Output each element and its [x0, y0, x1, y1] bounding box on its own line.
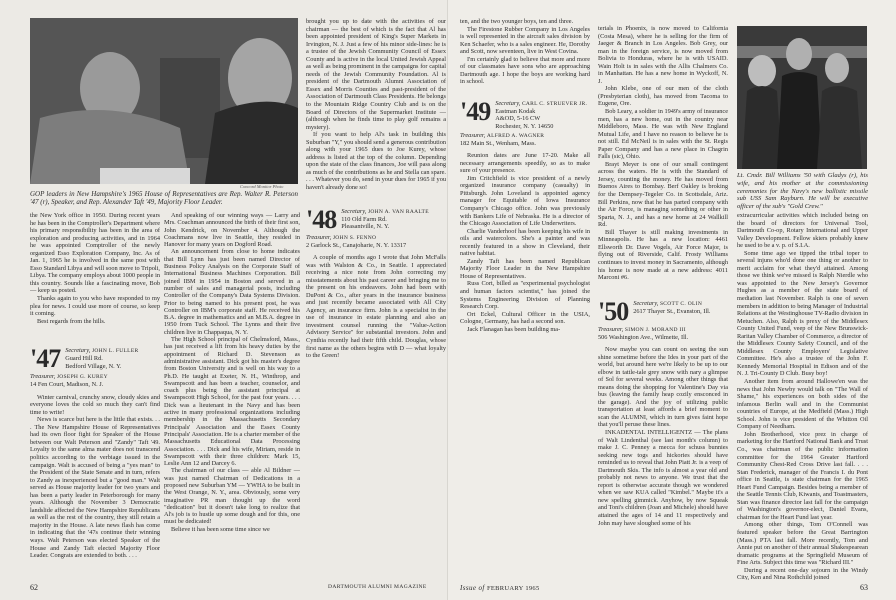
paragraph: Reunion dates are June 17-20. Make all necessary arrangements speedily, so as to make sure of your presence.	[460, 152, 590, 175]
secretary-address: Pleasantville, N. Y.	[341, 222, 390, 230]
class-47-header	[30, 344, 160, 374]
right-column-3	[737, 212, 868, 580]
secretary-address: Rochester, N. Y. 14650	[495, 122, 554, 130]
treasurer-name: ALFRED A. WAGNER	[486, 132, 545, 139]
secretary-label: Secretary,	[495, 99, 521, 107]
paragraph: Winter carnival, crunchy snow, cloudy skies and everyone loves the cold so much they can't find time to write!	[30, 393, 160, 416]
secretary-label: Secretary,	[341, 207, 367, 215]
secretary-name: CARL C. STRUEVER JR.	[521, 100, 588, 107]
secretary-address: Bedford Village, N. Y.	[65, 362, 122, 370]
paragraph: Zandy Taft has been named Republican Majority Floor Leader in the New Hampshire House of Representatives.	[460, 257, 590, 280]
paragraph: An announcement from close to home indicates that Bill Lynn has just been named Director of Business Policy Analysis on the Corporate Staff of International Business Machines Corporation. Bill joined IBM in 1954 in Boston and served in a number of sales and managerial posts, including Controller of the Company's Data Systems Division. Prior to being named to his present post, he was Controller on IBM's corporate staff. He received his B.A. degree in mathematics and an M.B.A. degree in 1950 from Tuck School. The Lynns and their five children live in Chappaqua, N. Y.	[164, 248, 300, 336]
class-year: '48	[306, 204, 337, 234]
paragraph: During a recent one-day sojourn in the Windy City, Ken and Nina Rothchild joined	[737, 566, 868, 580]
secretary-label: Secretary,	[65, 347, 91, 355]
secretary-name: JOHN A. VAN RAALTE	[367, 208, 429, 215]
treasurer-name: JOHN S. FENNO	[332, 234, 377, 241]
footer-magazine-title: DARTMOUTH ALUMNI MAGAZINE	[328, 584, 427, 590]
paragraph: And speaking of our winning ways — Larry and Mrs. Coachman announced the birth of their first son, John Kendrick, on November 4. Although the Coachmans now live in Seattle, they resided in Hanover for many years on Dogford Road.	[164, 212, 300, 249]
treasurer-label: Treasurer,	[598, 325, 624, 333]
paragraph: Bill Thayer is still making investments in Minneapolis. He has a new location: 4461 Ellsworth Dr. Dave Vogels, Air Force Major, is flying out of Riverside, Calif. Frosty Williams continues to invest money in Sacramento, although his home is now made at a new address: 4011 Marconi #6.	[598, 228, 728, 282]
secretary-address: Eastman Kodak	[495, 108, 536, 116]
paragraph: If you want to help Al's task in building this Suburban "Y," you should send a generous contribution along with your 1965 dues to Joe Kurey, whose address is listed at the top of the column. Depending upon the state of the class finances, Joe will pass along as much of the contributions as he and Stella can spare. . . . Whatever you do, send in your dues for 1965 if you haven't already done so!	[306, 131, 446, 192]
paragraph: John Brotherhood, vice prez in charge of marketing for the Hartford National Bank and Trust Co., was chairman of the public information committee for the 1964 Greater Hartford Community Chest-Red Cross Drive last fall. . . . Stan Frederick, manager of the Francis I. du Pont office in Seattle, is state chairman for the 1965 Heart Fund Campaign. Besides being a member of the Seattle Tennis Club, Kiwanis, and Toastmasters, Stan was finance director last fall for the campaign of Washington's governor-elect, Daniel Evans, chairman for the Heart Fund last year.	[737, 430, 868, 521]
right-column-2	[598, 25, 728, 580]
paragraph: The High School principal of Chelmsford, Mass., has just received a lift from his heavy duties by the appointment of Richard D. Stevenson as administrative assistant. Dick got his master's degree from Boston University and is well on his way to a Ph.D. He taught at Exeter, N. H., Winthrop, and Swampscott and has been a teacher, counselor, and coach plus being the assistant principal at Swampscott High School, for the past four years. . . . Dick was a lieutenant in the Navy and has been active in many professional organizations including membership in the Massachusetts Secondary Principals' Association and the Essex County Principals' Association. He is a charter member of the Massachusetts Educational Data Processing Association. . . . Dick and his wife, Miriam, reside in Swampscott with their three children: Mark 15, Leslie Ann 12 and Darcey 6.	[164, 336, 300, 468]
paragraph: Best regards from the hills.	[37, 317, 106, 325]
paragraph: A couple of months ago I wrote that John McFalls was with Walston & Co., in Seattle. I appreciated receiving a nice note from John correcting my misstatements about his past career and bringing me to the present on his endeavors. John had been with DuPont & Co., after years in the insurance business and just recently became associated with All City Agency, an insurance firm. John is a specialist in the use of insurance in estate planning and also an investment counsel running the "Value-Action Advisory Service" for substantial investors. John and Cynthia recently had their fifth child. Douglas, whose first name as the others begins with D — what loyalty to the Green!	[306, 253, 446, 360]
paragraph: the New York office in 1950. During recent years he has been in the Comptroller's Department where his primary responsibility has been in the area of exploration and producing activities, and in 1964 he was appointed Comptroller of the newly organized Esso Exploration Company, Inc. As of Jan. 1, 1965 he is involved in the same post with Esso Standard Libya and will soon move to Tripoli, Libya. The company employs about 1000 people in this country. Sounds like a fascinating move, Bob — keep us posted.	[30, 212, 160, 295]
photo-three-people-image	[737, 26, 867, 169]
paragraph: The Firestone Rubber Company in Los Angeles is well represented in the aircraft sales division by Ken Schaefer, who is a sales engineer. He, Dorothy and Scott, now seventeen, live in West Covina.	[460, 25, 590, 56]
left-column-2	[164, 212, 300, 596]
treasurer-name: SIMON J. MORAND III	[624, 326, 686, 333]
paragraph: Jim Critchfield is vice president of a newly organized insurance company (casualty) in Pittsburgh. John Loveland is appointed agency manager for Equitable of Iowa Insurance Company's Chicago office. John was previously with Bankers Life of Nebraska. He is a director of the Chicago Association of Life Underwriters.	[460, 174, 590, 228]
photo-two-men-image	[30, 18, 298, 184]
paragraph: Believe it has been some time since we	[171, 525, 270, 533]
class-48-header	[306, 204, 446, 234]
paragraph: Now maybe you can count on seeing the sun shine sometime before the Ides in your part of the world, but around here we're likely to be up to our elbow in tattle-tale grey snow with nary a glimpse of Sol for several weeks. Among other things that means doing the shopping for Valentine's Day via bus (leaving the family heap cozily ensconced in the garage). And the joy of utilizing public transportation at least affords a brief moment to scan the ALUMNI, which in turn gives faint hope that you'll peruse these lines.	[598, 346, 728, 429]
photo-credit: Concord Monitor Photo	[240, 184, 284, 189]
treasurer	[460, 132, 590, 147]
footer-issue-date: FEBRUARY 1965	[486, 585, 540, 592]
treasurer-address: 14 Fen Court, Madison, N. J.	[30, 381, 104, 389]
paragraph: brought you up to date with the activities of our chairman — the best of which is the fact that Al has been appointed president of King's Super Markets in Irvington, N. J. Just a few of his minor side-lines: he is a trustee of the Jewish Community Council of Essex County and is active in the local United Jewish Appeal as well as being prominent in the campaigns for capital needs of the Jewish Community Foundation. Al is president of the Dartmouth Alumni Association of Essex and Morris Counties and past-president of the Association of Dartmouth Class Presidents. He belongs to the Mountain Ridge Country Club and is on the Board of Directors of the Supermarket Institute — (although when he finds time to play golf remains a mystery).	[306, 18, 446, 131]
paragraph: Brayt Meyer is one of our small contingent across the waters. He is with the Standard of Jersey, counting the money. He has moved from Buenos Aires to Bombay. Berf Oakley is broking for the Dempsey-Tegeler Co. in Scottsdale, Ariz. Bill Perkins, now that he has parted company with the Air Force, is managing something or other in Sparta, N. J., and has a new home at 24 Wallkill Rd.	[598, 160, 728, 229]
treasurer-label: Treasurer,	[30, 373, 56, 381]
page-number: 62	[30, 583, 38, 592]
secretary-label: Secretary,	[633, 299, 659, 307]
paragraph: ten, and the two younger boys, ten and three.	[460, 18, 574, 25]
treasurer	[30, 373, 160, 388]
class-49-header	[460, 96, 590, 130]
paragraph: INKADENTAL INTELLIGENTZ — The plans of Walt Lindenthal (see last month's column) to make J. C. Penney a mecca for schuss bunnies seeking new togs and hickories should have reminded us to reveal that John Piatt Jr. is a veep of Dartmouth Skis. The info is almost a year old and probably not news to anyone. We trust that the report is otherwise accurate though we wondered when we saw KUA called "Kimbel." Maybe it's a new spelling gimmick. Anyhow, by now Squeak and Toni's children (Joan and Michele) should have attained the ages of 14 and 11 respectively and John may have sloughed some of his	[598, 429, 728, 527]
paragraph: John Klebe, one of our men of the cloth (Presbyterian cloth), has moved from Tacoma to Eugene, Ore.	[598, 85, 728, 108]
paragraph: Among other things, Tom O'Connell was featured speaker before the Great Barrington (Mass.) PTA last fall. More recently, Tom and Annie put on another of their annual Shakespearean dramatic programs at the Springfield Museum of Fine Arts. Subject this time was "Richard III."	[737, 521, 868, 567]
paragraph: extracurricular activities which included being on the board of directors for Universal Tool, Dartmouth Co-op, Rotary International and Upper Valley Development. Fellow skiers probably knew he used to be a v. p. of S.I.A.	[737, 212, 868, 250]
paragraph: News is scarce but here is the little that exists. . . . The New Hampshire House of Representatives had its own floor fight for Speaker of the House between our Walt Peterson and "Zandy" Taft '49. Loyalty to the same alma mater does not transcend politics according to the verbiage issued in the campaign. Walt is accused of being a "yes man" to the President of the State Senate and in turn, refers to Zandy as inexperienced but a "good man." Walt served as House majority leader for two years and has been a party leader in Peterborough for many years. Although the November 3 Democratic landslide affected the New Hampshire Republicans as well as the rest of the country, they still retain a majority in the House. A late news flash has come in indicating that the '47s continue their winning ways. Walt Peterson was elected Speaker of the House and Zandy Taft elected Majority Floor Leader. Congrats are extended to both. . . .	[30, 416, 160, 560]
paragraph: I'm certainly glad to believe that more and more of our classmates have sons who are approaching Dartmouth age. I hope the boys are working hard in school.	[460, 55, 590, 86]
class-50-header	[598, 296, 728, 326]
left-column-1	[30, 212, 160, 582]
paragraph: Bob Leary, a soldier in 1949's army of insurance men, has a new home, out in the country near Middleboro, Mass. He was with New England Mutual Life, and I have no reason to believe he is not still. Ed McNeil is in sales with the St. Regis Paper Company and has a new place in Chagrin Falls (sic), Ohio.	[598, 108, 728, 161]
treasurer-label: Treasurer,	[306, 233, 332, 241]
secretary-address: A&OD, 5-16 CW	[495, 115, 541, 123]
photo-caption: Lt. Cmdr. Bill Williams '50 with Gladys (r), his wife, and his mother at the commissioning ceremonies for the Navy's new ballistic missile sub USS Sam Rayburn. He will be executive officer of the sub's "Gold Crew."	[737, 172, 868, 211]
photo-caption: GOP leaders in New Hampshire's 1965 House of Representatives are Rep. Walter R. Peterson '47 (r), Speaker, and Rep. Alexander Taft '49, Majority Floor Leader.	[30, 190, 298, 206]
treasurer-address: 2 Garlock St., Canajoharie, N. Y. 13317	[306, 241, 407, 249]
paragraph: Thanks again to you who have responded to my plea for news. I could use more of course, so keep it coming.	[30, 295, 160, 318]
treasurer	[306, 234, 446, 249]
class-year: '50	[598, 296, 629, 326]
treasurer-address: 506 Washington Ave., Wilmette, Ill.	[598, 333, 689, 341]
secretary-name: SCOTT C. OLIN	[659, 300, 703, 307]
paragraph: Russ Cort, billed as "experimental psychologist and human factors scientist," has joined the Systems Engineering Division of Planning Research Corp.	[460, 280, 590, 311]
secretary-name: JOHN L. FULLER	[91, 348, 139, 355]
page-number: 63	[860, 583, 868, 592]
paragraph: terials in Phoenix, is now moved to California (Costa Mesa), where he is selling for the firm of Jaeger & Branch in Los Angeles. Bob Grey, our man in the foreign service, is now moved from Bolivia to Honduras, where he is with USAID. Wain Holt is in sales with the Allis Chalmers Co. in Manhattan. He has a new home in Wyckoff, N. J.	[598, 25, 728, 85]
left-column-3	[306, 18, 446, 578]
secretary-address: Guard Hill Rd.	[65, 355, 103, 363]
right-column-1	[460, 18, 590, 578]
secretary-address: 2617 Thayer St., Evanston, Ill.	[633, 307, 711, 315]
paragraph: Some time ago we tipped the tribal toper to several injuns who'd done one thing or another to merit acclaim for what they'd attained. Among those we think we've missed is Ralph Nierdle who was appointed to the New Jersey's Governor Hughes as a member of the state board of mediation last November. Ralph is one of seven members in addition to being Manager of Industrial Relations at the Westinghouse TV-Radio division in Metuchen. Also, Ralph is prexy of the Middlesex County United Fund, veep of the New Brunswick-Raritan Valley Chamber of Commerce, a director of the Middlesex County Safety Council, and of the Middlesex County Employers' Legislative Committee. He's also a trustee of the John F. Kennedy Memorial Hospital in Edison and of the N. J. Tri-County D Club. Busy boy!	[737, 249, 868, 378]
photo-gop-leaders	[30, 18, 298, 184]
treasurer-name: JOSEPH G. KUREY	[56, 374, 108, 381]
secretary-address: 110 Old Farm Rd.	[341, 215, 387, 223]
class-year: '49	[460, 96, 491, 126]
treasurer-address: 182 Main St., Wenham, Mass.	[460, 139, 536, 147]
paragraph: Another item from around Hallowe'en was the news that John Newby would talk on "The Wall of Shame," his experiences on both sides of the infamous Berlin wall and in the Communist countries of Europe, at the Medfield (Mass.) High School. John is vice president of the Whitton Oil Company of Needham.	[737, 378, 868, 431]
treasurer	[598, 326, 728, 341]
paragraph: The chairman of our class — able Al Bildner — was just named Chairman of Dedications in a proposed new Suburban YM — YWHA to be built in the West Orange, N. Y., area. Obviously, some very imaginative PR man thought up the word "dedication" but it doesn't take long to realize that Al's job is to hustle up some dough and for this, one must be dedicated!	[164, 467, 300, 526]
paragraph: Ort Eckel, Cultural Officer in the USIA, Cologne, Germany, has had a second son.	[460, 310, 590, 326]
paragraph: Jack Flanagan has been building ma-	[467, 325, 561, 333]
treasurer-label: Treasurer,	[460, 131, 486, 139]
paragraph: Charlie Vanderhoof has been keeping his wife in oils and watercolors. She's a painter and was recently featured in a show in Cleveland, their native habitat.	[460, 227, 590, 258]
right-page-63	[448, 0, 896, 600]
footer-issue	[460, 584, 540, 592]
photo-williams-family	[737, 26, 867, 169]
footer-issue-label: Issue of	[460, 584, 485, 592]
class-year: '47	[30, 344, 61, 374]
